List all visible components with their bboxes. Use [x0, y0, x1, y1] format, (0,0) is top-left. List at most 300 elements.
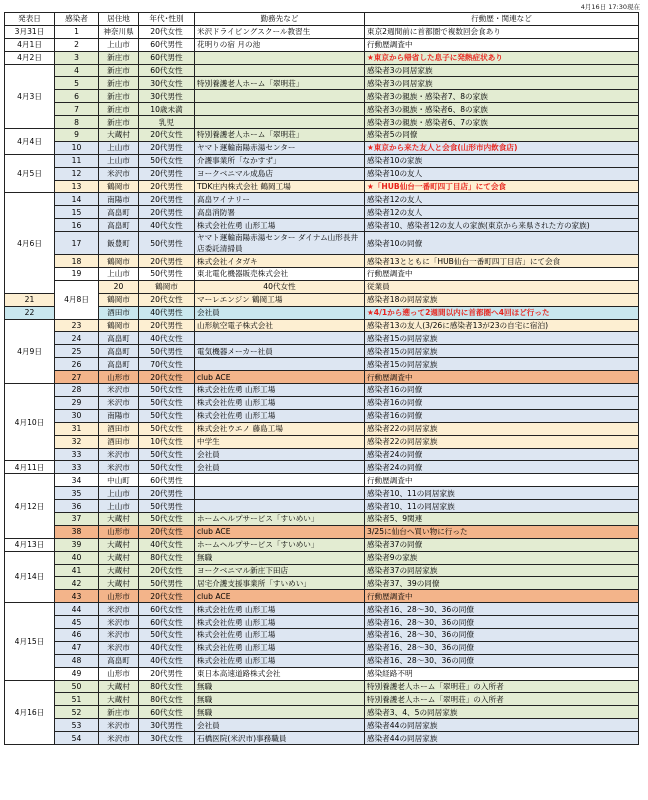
history: ★「HUB仙台一番町四丁目店」にて会食: [365, 180, 639, 193]
age-sex: 30代女性: [139, 732, 195, 745]
age-sex: 20代男性: [139, 193, 195, 206]
history: 感染者16、28～30、36の同僚: [365, 641, 639, 654]
table-row: [5, 628, 639, 641]
age-sex: 20代男性: [139, 487, 195, 500]
residence: 大蔵村: [99, 512, 139, 525]
case-number: 37: [55, 512, 99, 525]
workplace: club ACE: [195, 371, 365, 384]
workplace: 無職: [195, 680, 365, 693]
residence: 新庄市: [99, 77, 139, 90]
age-sex: 50代女性: [139, 448, 195, 461]
case-number: 14: [55, 193, 99, 206]
case-number: 11: [55, 154, 99, 167]
case-number: 38: [55, 525, 99, 538]
age-sex: 10代女性: [139, 435, 195, 448]
workplace: 株式会社佐勇 山形工場: [195, 628, 365, 641]
workplace: 高畠ワイナリー: [195, 193, 365, 206]
case-number: 26: [55, 358, 99, 371]
case-number: 45: [55, 616, 99, 629]
table-row: [5, 448, 639, 461]
age-sex: 20代男性: [139, 141, 195, 154]
announce-date: 4月8日: [55, 280, 99, 319]
case-number: 2: [55, 38, 99, 51]
table-row: [5, 512, 639, 525]
case-number: 48: [55, 654, 99, 667]
table-row: [5, 180, 639, 193]
case-number: 33: [55, 461, 99, 474]
table-row: [5, 64, 639, 77]
table-row: [5, 90, 639, 103]
residence: 酒田市: [99, 306, 139, 319]
case-number: 12: [55, 167, 99, 180]
workplace: 米沢ドライビングスクール教習生: [195, 25, 365, 38]
workplace: 株式会社佐勇 山形工場: [195, 603, 365, 616]
workplace: 介護事業所「なかすず」: [195, 154, 365, 167]
case-number: 7: [55, 103, 99, 116]
history: 感染者37の同僚: [365, 538, 639, 551]
table-row: [5, 255, 639, 268]
case-number: 16: [55, 219, 99, 232]
case-number: 40: [55, 551, 99, 564]
residence: 大蔵村: [99, 129, 139, 142]
table-row: [5, 193, 639, 206]
history: 特別養護老人ホーム「翠明荘」の入所者: [365, 693, 639, 706]
age-sex: 50代男性: [139, 500, 195, 513]
age-sex: 60代女性: [139, 616, 195, 629]
residence: 高畠町: [99, 332, 139, 345]
announce-date: 4月12日: [5, 474, 55, 538]
history: 行動歴調査中: [365, 474, 639, 487]
case-number: 23: [55, 319, 99, 332]
announce-date: 4月4日: [5, 129, 55, 155]
residence: 鶴岡市: [99, 255, 139, 268]
residence: 高畠町: [99, 206, 139, 219]
case-number: 34: [55, 474, 99, 487]
case-number: 17: [55, 232, 99, 255]
workplace: TDK庄内株式会社 鶴岡工場: [195, 180, 365, 193]
workplace: [195, 103, 365, 116]
residence: 上山市: [99, 154, 139, 167]
workplace: 山形航空電子株式会社: [195, 319, 365, 332]
workplace: マーレエンジン 鶴岡工場: [195, 293, 365, 306]
history: 感染者13とともに「HUB仙台一番町四丁目店」にて会食: [365, 255, 639, 268]
workplace: 株式会社佐勇 山形工場: [195, 641, 365, 654]
case-number: 52: [55, 706, 99, 719]
workplace: ヨークベニマル新庄下田店: [195, 564, 365, 577]
table-row: [5, 525, 639, 538]
table-row: [5, 129, 639, 142]
age-sex: 60代女性: [139, 64, 195, 77]
workplace: 会社員: [195, 306, 365, 319]
residence: 高畠町: [99, 654, 139, 667]
history: 感染者24の同僚: [365, 461, 639, 474]
case-number: 5: [55, 77, 99, 90]
age-sex: 80代女性: [139, 551, 195, 564]
age-sex: 20代女性: [139, 25, 195, 38]
table-row: [5, 319, 639, 332]
history: 感染者5、9関連: [365, 512, 639, 525]
header-case-no: 感染者: [55, 13, 99, 26]
workplace: 電気機器メーカー社員: [195, 345, 365, 358]
age-sex: 20代男性: [139, 319, 195, 332]
residence: 新庄市: [99, 90, 139, 103]
workplace: [195, 487, 365, 500]
age-sex: 乳児: [139, 116, 195, 129]
case-number: 32: [55, 435, 99, 448]
residence: 上山市: [99, 141, 139, 154]
residence: 米沢市: [99, 167, 139, 180]
age-sex: 20代女性: [139, 129, 195, 142]
workplace: 無職: [195, 693, 365, 706]
residence: 米沢市: [99, 732, 139, 745]
history: 感染者44の同居家族: [365, 732, 639, 745]
case-number: 44: [55, 603, 99, 616]
announce-date: 4月9日: [5, 319, 55, 383]
announce-date: 4月14日: [5, 551, 55, 603]
residence: 鶴岡市: [139, 280, 195, 293]
case-number: 1: [55, 25, 99, 38]
table-row: [5, 409, 639, 422]
case-number: 3: [55, 51, 99, 64]
workplace: 会社員: [195, 461, 365, 474]
announce-date: 4月16日: [5, 680, 55, 744]
table-row: [5, 719, 639, 732]
workplace: 中学生: [195, 435, 365, 448]
age-sex: 70代女性: [139, 358, 195, 371]
age-sex: 40代女性: [139, 332, 195, 345]
history: 感染者16の同僚: [365, 384, 639, 397]
case-number: 27: [55, 371, 99, 384]
case-number: 36: [55, 500, 99, 513]
workplace: 東北電化機器販売株式会社: [195, 268, 365, 281]
workplace: 東日本高速道路株式会社: [195, 667, 365, 680]
age-sex: 30代男性: [139, 719, 195, 732]
header-residence: 居住地: [99, 13, 139, 26]
table-row: [5, 577, 639, 590]
residence: 大蔵村: [99, 680, 139, 693]
residence: 米沢市: [99, 719, 139, 732]
residence: 米沢市: [99, 641, 139, 654]
table-header-row: [5, 13, 639, 26]
case-number: 13: [55, 180, 99, 193]
workplace: 株式会社佐勇 山形工場: [195, 616, 365, 629]
table-row: [5, 371, 639, 384]
residence: 酒田市: [99, 435, 139, 448]
table-row: [5, 693, 639, 706]
table-row: [5, 154, 639, 167]
case-number: 15: [55, 206, 99, 219]
history: 感染者3の親族・感染者6、8の家族: [365, 103, 639, 116]
workplace: 従業員: [365, 280, 639, 293]
case-number: 8: [55, 116, 99, 129]
age-sex: 50代女性: [139, 154, 195, 167]
announce-date: 4月6日: [5, 193, 55, 293]
residence: 新庄市: [99, 103, 139, 116]
residence: 神奈川県: [99, 25, 139, 38]
residence: 上山市: [99, 500, 139, 513]
workplace: club ACE: [195, 590, 365, 603]
table-row: [5, 590, 639, 603]
case-number: 10: [55, 141, 99, 154]
age-sex: 50代女性: [139, 422, 195, 435]
age-sex: 40代男性: [139, 306, 195, 319]
table-row: [5, 603, 639, 616]
table-row: [5, 358, 639, 371]
residence: 大蔵村: [99, 564, 139, 577]
residence: 米沢市: [99, 628, 139, 641]
residence: 米沢市: [99, 461, 139, 474]
history: ★東京から来た友人と会食(山形市内飲食店): [365, 141, 639, 154]
age-sex: 50代男性: [139, 232, 195, 255]
age-sex: 30代男性: [139, 90, 195, 103]
announce-date: 4月3日: [5, 64, 55, 128]
age-sex: 60代女性: [139, 706, 195, 719]
residence: 南陽市: [99, 193, 139, 206]
case-number: 21: [5, 293, 55, 306]
case-number: 42: [55, 577, 99, 590]
age-sex: 20代女性: [139, 590, 195, 603]
history: 感染者10、11の同居家族: [365, 500, 639, 513]
case-number: 30: [55, 409, 99, 422]
infection-table: [4, 12, 639, 745]
table-row: [5, 435, 639, 448]
case-number: 41: [55, 564, 99, 577]
age-sex: 50代女性: [139, 461, 195, 474]
history: 感染者10の家族: [365, 154, 639, 167]
age-sex: 20代男性: [139, 255, 195, 268]
residence: 大蔵村: [99, 538, 139, 551]
residence: 大蔵村: [99, 693, 139, 706]
table-row: [5, 103, 639, 116]
history: 感染者3の親族・感染者7、8の家族: [365, 90, 639, 103]
age-sex: 60代男性: [139, 38, 195, 51]
case-number: 46: [55, 628, 99, 641]
history: 感染者16、28～30、36の同僚: [365, 628, 639, 641]
age-sex: 50代女性: [139, 628, 195, 641]
case-number: 18: [55, 255, 99, 268]
residence: 上山市: [99, 38, 139, 51]
case-number: 29: [55, 396, 99, 409]
residence: 米沢市: [99, 384, 139, 397]
workplace: 株式会社佐勇 山形工場: [195, 409, 365, 422]
case-number: 43: [55, 590, 99, 603]
table-row: [5, 219, 639, 232]
case-number: 6: [55, 90, 99, 103]
case-number: 19: [55, 268, 99, 281]
residence: 米沢市: [99, 616, 139, 629]
history: 感染者18の同居家族: [365, 293, 639, 306]
table-row: [5, 116, 639, 129]
history: 感染者15の同居家族: [365, 358, 639, 371]
announce-date: 4月1日: [5, 38, 55, 51]
history: ★東京から帰省した息子に発熱症状あり: [365, 51, 639, 64]
table-row: [5, 396, 639, 409]
age-sex: 50代女性: [139, 396, 195, 409]
history: 感染者10の同僚: [365, 232, 639, 255]
residence: 中山町: [99, 474, 139, 487]
age-sex: 50代女性: [139, 409, 195, 422]
residence: 山形市: [99, 371, 139, 384]
workplace: ヤマト運輸南陽赤湯センター ダイナム山形長井店委託清掃員: [195, 232, 365, 255]
history: ★4/1から遡って2週間以内に首都圏へ4回ほど行った: [365, 306, 639, 319]
history: 感染経路不明: [365, 667, 639, 680]
table-row: [5, 461, 639, 474]
case-number: 49: [55, 667, 99, 680]
workplace: 株式会社佐勇 山形工場: [195, 654, 365, 667]
announce-date: 3月31日: [5, 25, 55, 38]
residence: 新庄市: [99, 64, 139, 77]
history: 感染者3の親族・感染者6、7の家族: [365, 116, 639, 129]
table-row: [5, 206, 639, 219]
age-sex: 20代男性: [139, 167, 195, 180]
age-sex: 80代女性: [139, 680, 195, 693]
history: 感染者10、感染者12の友人の家族(東京から来県された方の家族): [365, 219, 639, 232]
age-sex: 20代女性: [139, 371, 195, 384]
age-sex: 60代女性: [139, 603, 195, 616]
residence: 大蔵村: [99, 551, 139, 564]
history: 感染者3の同居家族: [365, 64, 639, 77]
history: 感染者15の同居家族: [365, 332, 639, 345]
table-row: [5, 77, 639, 90]
age-sex: 50代男性: [139, 345, 195, 358]
residence: 大蔵村: [99, 577, 139, 590]
case-number: 9: [55, 129, 99, 142]
case-number: 39: [55, 538, 99, 551]
workplace: 高畠消防署: [195, 206, 365, 219]
history: 感染者16、28～30、36の同僚: [365, 603, 639, 616]
table-row: [5, 474, 639, 487]
workplace: 株式会社イタガキ: [195, 255, 365, 268]
history: 感染者10の友人: [365, 167, 639, 180]
history: 感染者12の友人: [365, 206, 639, 219]
table-row: [5, 384, 639, 397]
table-row: [5, 141, 639, 154]
age-sex: 40代女性: [139, 654, 195, 667]
history: 東京2週間前に首都圏で複数回会食あり: [365, 25, 639, 38]
residence: 南陽市: [99, 409, 139, 422]
table-row: [5, 538, 639, 551]
history: 感染者12の友人: [365, 193, 639, 206]
residence: 上山市: [99, 487, 139, 500]
table-row: [5, 551, 639, 564]
table-row: [5, 732, 639, 745]
workplace: [195, 500, 365, 513]
table-row: [5, 268, 639, 281]
workplace: ホームヘルプサービス「すいめい」: [195, 512, 365, 525]
header-workplace: 勤務先など: [195, 13, 365, 26]
history: 感染者37の同居家族: [365, 564, 639, 577]
age-sex: 20代男性: [139, 667, 195, 680]
history: 感染者44の同居家族: [365, 719, 639, 732]
table-row: [5, 25, 639, 38]
workplace: 会社員: [195, 448, 365, 461]
workplace: 会社員: [195, 719, 365, 732]
table-row: [5, 306, 639, 319]
residence: 上山市: [99, 268, 139, 281]
case-number: 51: [55, 693, 99, 706]
table-row: [5, 38, 639, 51]
case-number: 25: [55, 345, 99, 358]
history: 3/25に仙台へ買い物に行った: [365, 525, 639, 538]
workplace: [195, 90, 365, 103]
residence: 鶴岡市: [99, 319, 139, 332]
history: 感染者10、11の同居家族: [365, 487, 639, 500]
table-row: [5, 564, 639, 577]
case-number: 35: [55, 487, 99, 500]
history: 感染者24の同僚: [365, 448, 639, 461]
table-row: [5, 232, 639, 255]
workplace: 花明りの宿 月の池: [195, 38, 365, 51]
workplace: 株式会社佐勇 山形工場: [195, 384, 365, 397]
workplace: 株式会社佐勇 山形工場: [195, 219, 365, 232]
workplace: ホームヘルプサービス「すいめい」: [195, 538, 365, 551]
age-sex: 10歳未満: [139, 103, 195, 116]
workplace: [195, 51, 365, 64]
table-row: [5, 345, 639, 358]
age-sex: 20代女性: [139, 525, 195, 538]
table-row: [5, 280, 639, 293]
history: 行動歴調査中: [365, 590, 639, 603]
announce-date: 4月13日: [5, 538, 55, 551]
case-number: 4: [55, 64, 99, 77]
workplace: 石橋医院(米沢市)事務職員: [195, 732, 365, 745]
workplace: ヤマト運輸南陽赤湯センター: [195, 141, 365, 154]
age-sex: 40代女性: [139, 219, 195, 232]
table-row: [5, 422, 639, 435]
residence: 新庄市: [99, 706, 139, 719]
announce-date: 4月11日: [5, 461, 55, 474]
age-sex: 20代男性: [139, 206, 195, 219]
case-number: 31: [55, 422, 99, 435]
workplace: club ACE: [195, 525, 365, 538]
history: 行動歴調査中: [365, 268, 639, 281]
history: 感染者16、28～30、36の同僚: [365, 654, 639, 667]
workplace: [195, 116, 365, 129]
history: 感染者5の同僚: [365, 129, 639, 142]
history: 感染者3の同居家族: [365, 77, 639, 90]
age-sex: 80代女性: [139, 693, 195, 706]
announce-date: 4月5日: [5, 154, 55, 193]
age-sex: 60代男性: [139, 51, 195, 64]
workplace: 株式会社ウエノ 藤島工場: [195, 422, 365, 435]
workplace: [195, 64, 365, 77]
table-row: [5, 487, 639, 500]
history: 行動歴調査中: [365, 371, 639, 384]
history: 感染者16の同僚: [365, 409, 639, 422]
residence: 米沢市: [99, 396, 139, 409]
age-sex: 60代男性: [139, 474, 195, 487]
workplace: 無職: [195, 551, 365, 564]
history: 感染者3、4、5の同居家族: [365, 706, 639, 719]
history: 感染者37、39の同僚: [365, 577, 639, 590]
workplace: [195, 474, 365, 487]
history: 感染者22の同居家族: [365, 435, 639, 448]
announce-date: 4月2日: [5, 51, 55, 64]
table-row: [5, 332, 639, 345]
residence: 高畠町: [99, 358, 139, 371]
case-number: 24: [55, 332, 99, 345]
age-sex: 20代女性: [139, 564, 195, 577]
history: 特別養護老人ホーム「翠明荘」の入所者: [365, 680, 639, 693]
case-number: 20: [99, 280, 139, 293]
case-number: 47: [55, 641, 99, 654]
workplace: 特別養護老人ホーム「翠明荘」: [195, 77, 365, 90]
case-number: 28: [55, 384, 99, 397]
workplace: [195, 332, 365, 345]
residence: 山形市: [99, 590, 139, 603]
age-sex: 40代女性: [195, 280, 365, 293]
residence: 新庄市: [99, 51, 139, 64]
